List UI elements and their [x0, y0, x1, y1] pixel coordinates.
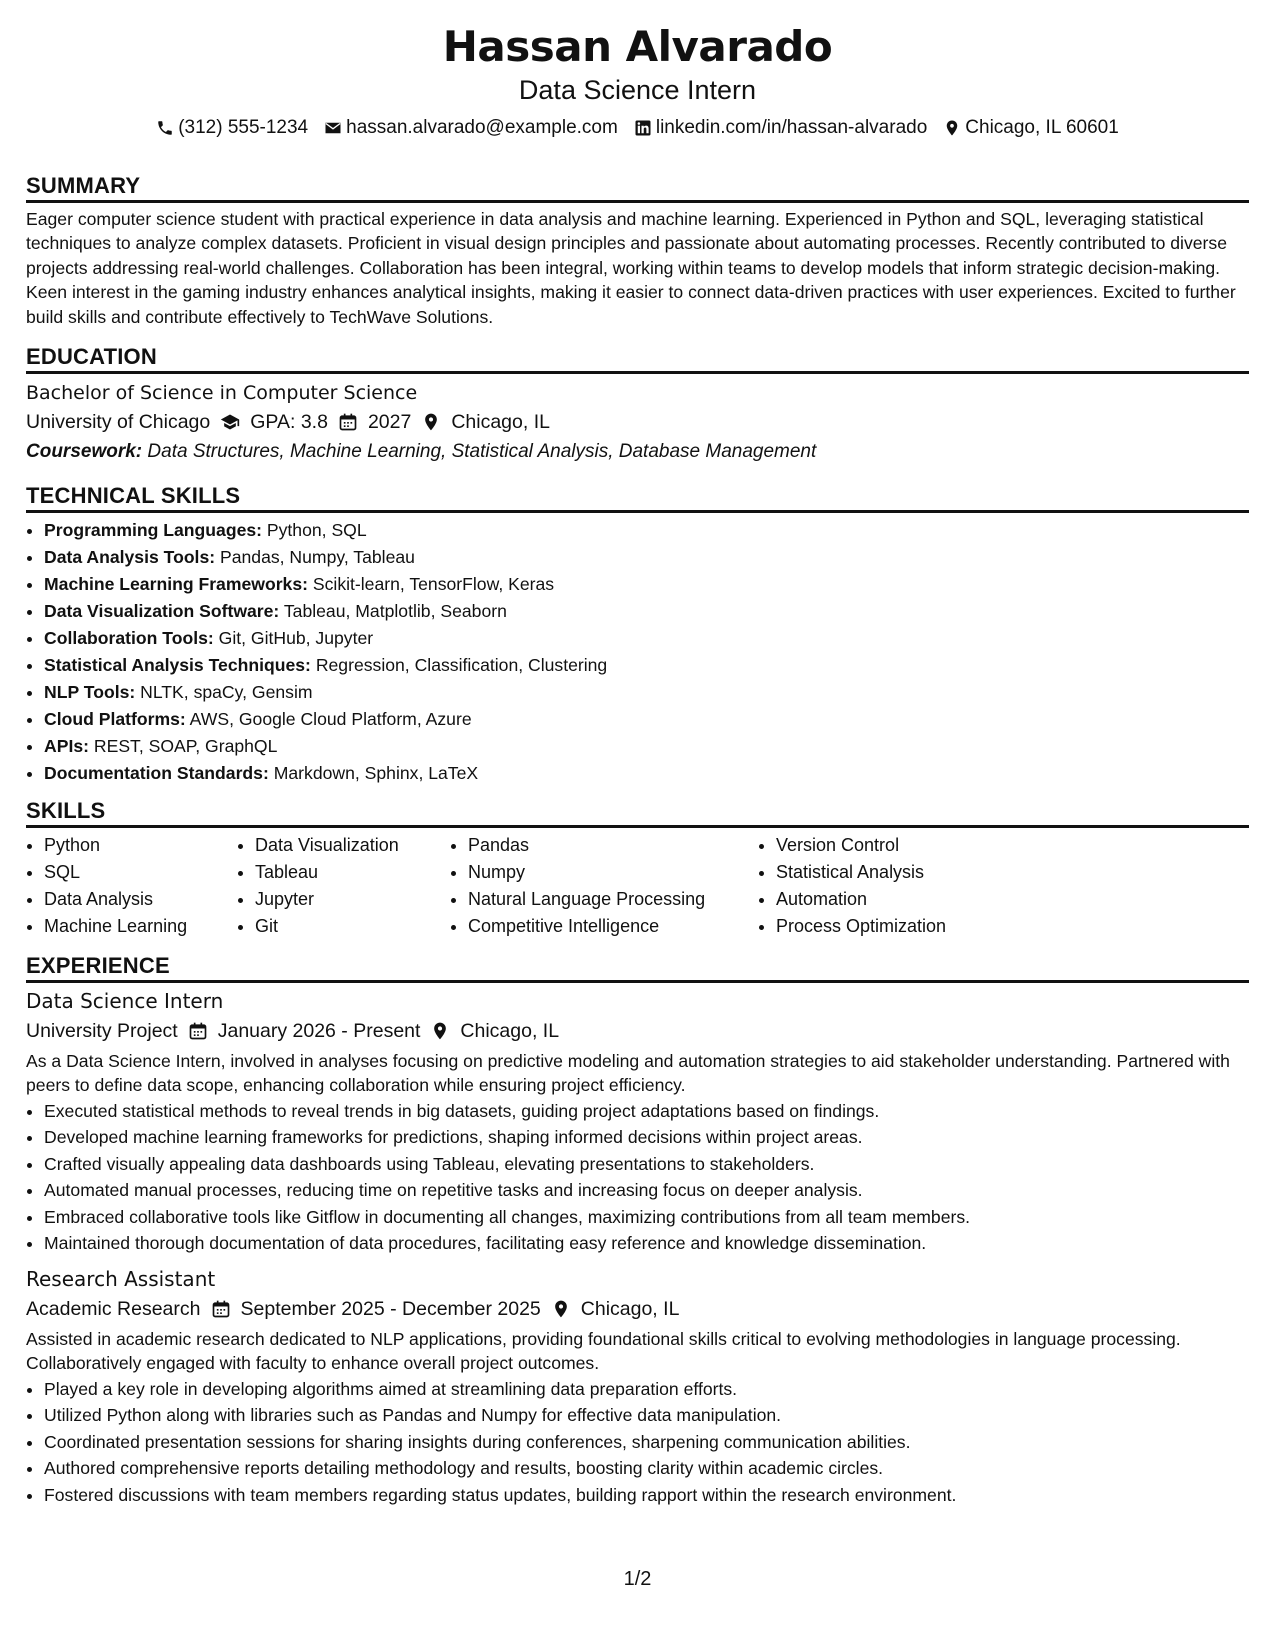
graduation-cap-icon — [220, 412, 240, 432]
email-text: hassan.alvarado@example.com — [346, 117, 618, 138]
skills-column — [758, 832, 1076, 940]
list-item: • Executed statistical methods to reveal trends in big datasets, guiding project adaptations based on findings. — [44, 1098, 1249, 1125]
job-bullets — [26, 1098, 1249, 1257]
location-text: Chicago, IL 60601 — [965, 117, 1119, 138]
linkedin-icon — [634, 119, 652, 137]
job-description: As a Data Science Intern, involved in analyses focusing on predictive modeling and automation strategies to aid stakeholder understanding. Partnered with peers to define data scope, enhancing collaboration while ensuring project efficiency. — [26, 1051, 1230, 1096]
list-item: • Coordinated presentation sessions for sharing insights during conferences, sharpening communication abilities. — [44, 1429, 1249, 1456]
list-item: • Git — [255, 913, 450, 940]
summary-section — [26, 172, 1249, 329]
coursework-list: Data Structures, Machine Learning, Statistical Analysis, Database Management — [147, 441, 817, 463]
education-section — [26, 343, 1249, 466]
list-item: • Natural Language Processing — [468, 886, 758, 913]
skill-value: AWS, Google Cloud Platform, Azure — [189, 709, 472, 730]
job-bullets — [26, 1376, 1249, 1509]
job-location: Chicago, IL — [580, 1297, 680, 1320]
experience-section — [26, 952, 1249, 1508]
list-item: • Fostered discussions with team members regarding status updates, building rapport within the research environment. — [44, 1482, 1249, 1509]
summary-text: Eager computer science student with practical experience in data analysis and machine learning. Experienced in Python and SQL, leveraging statistical techniques to analyze complex datasets. Proficient in visual design principles and passionate about automating processes. Recently contributed to diverse projects addressing real-world challenges. Collaboration has been integral, working within teams to develop models that inform strategic decision-making. Keen interest in the gaming industry enhances analytical insights, making it easier to connect data-driven practices with user experiences. Excited to further build skills and contribute effectively to TechWave Solutions. — [26, 209, 1236, 327]
resume-page — [26, 22, 1249, 1508]
calendar-icon — [188, 1021, 208, 1041]
job-dates: January 2026 - Present — [217, 1020, 421, 1043]
skills-column — [237, 832, 450, 940]
skill-label: Data Analysis Tools: — [44, 547, 216, 568]
job-dates: September 2025 - December 2025 — [240, 1297, 541, 1320]
list-item — [44, 544, 1249, 571]
skill-value: REST, SOAP, GraphQL — [93, 736, 278, 757]
skill-label: Statistical Analysis Techniques: — [44, 655, 311, 676]
contact-email[interactable] — [324, 116, 618, 140]
graduation-year: 2027 — [367, 411, 412, 434]
skill-value: NLTK, spaCy, Gensim — [140, 682, 313, 703]
list-item: • Tableau — [255, 859, 450, 886]
skills-column — [26, 832, 237, 940]
list-item: • Numpy — [468, 859, 758, 886]
list-item — [44, 733, 1249, 760]
skill-label: NLP Tools: — [44, 682, 136, 703]
list-item — [44, 571, 1249, 598]
list-item: • Pandas — [468, 832, 758, 859]
job-org: University Project — [26, 1020, 178, 1043]
job-title: Research Assistant — [26, 1266, 216, 1291]
coursework — [26, 438, 1249, 466]
job-location: Chicago, IL — [460, 1020, 560, 1043]
contact-location — [943, 116, 1119, 140]
skill-value: Pandas, Numpy, Tableau — [219, 547, 415, 568]
list-item — [44, 679, 1249, 706]
list-item: • Version Control — [776, 832, 1076, 859]
section-title: EXPERIENCE — [26, 952, 1249, 983]
page-number: 1/2 — [623, 1568, 652, 1590]
phone-text: (312) 555-1234 — [178, 117, 309, 138]
candidate-name: Hassan Alvarado — [442, 22, 833, 71]
school-location: Chicago, IL — [451, 411, 550, 434]
list-item — [44, 598, 1249, 625]
list-item: • Maintained thorough documentation of data procedures, facilitating easy reference and knowledge dissemination. — [44, 1230, 1249, 1257]
list-item: • Competitive Intelligence — [468, 913, 758, 940]
skill-label: Programming Languages: — [44, 520, 262, 541]
skill-value: Markdown, Sphinx, LaTeX — [273, 763, 479, 784]
job-meta — [26, 1295, 1249, 1323]
job-title: Data Science Intern — [26, 989, 224, 1014]
map-pin-icon — [943, 119, 961, 137]
job-entry — [26, 987, 1249, 1257]
skills-grid — [26, 832, 1249, 940]
list-item — [44, 517, 1249, 544]
list-item: • Process Optimization — [776, 913, 1076, 940]
education-meta — [26, 408, 1249, 436]
skill-label: APIs: — [44, 736, 89, 757]
job-entry — [26, 1265, 1249, 1508]
envelope-icon — [324, 119, 342, 137]
skill-label: Machine Learning Frameworks: — [44, 574, 308, 595]
list-item — [44, 625, 1249, 652]
skills-column — [450, 832, 758, 940]
list-item: • Data Analysis — [44, 886, 237, 913]
skill-value: Git, GitHub, Jupyter — [218, 628, 374, 649]
skill-label: Documentation Standards: — [44, 763, 269, 784]
list-item — [44, 652, 1249, 679]
list-item: • Developed machine learning frameworks for predictions, shaping informed decisions within project areas. — [44, 1124, 1249, 1151]
job-meta — [26, 1017, 1249, 1045]
section-title: SKILLS — [26, 797, 1249, 828]
linkedin-text: linkedin.com/in/hassan-alvarado — [655, 117, 928, 138]
job-description: Assisted in academic research dedicated to NLP applications, providing foundational skills critical to evolving methodologies in language processing. Collaboratively engaged with faculty to enhance overall project outcomes. — [26, 1328, 1181, 1374]
skill-value: Regression, Classification, Clustering — [315, 655, 608, 676]
degree-name: Bachelor of Science in Computer Science — [26, 382, 418, 405]
skill-value: Tableau, Matplotlib, Seaborn — [283, 601, 507, 622]
calendar-icon — [211, 1299, 231, 1319]
list-item: • Statistical Analysis — [776, 859, 1076, 886]
coursework-label: Coursework: — [26, 441, 143, 463]
list-item: • Automated manual processes, reducing time on repetitive tasks and increasing focus on deeper analysis. — [44, 1177, 1249, 1204]
phone-icon — [156, 119, 174, 137]
list-item — [44, 760, 1249, 787]
list-item: • Automation — [776, 886, 1076, 913]
list-item: • Jupyter — [255, 886, 450, 913]
map-pin-icon — [430, 1021, 450, 1041]
list-item: • SQL — [44, 859, 237, 886]
list-item — [44, 706, 1249, 733]
gpa: GPA: 3.8 — [250, 411, 328, 434]
section-title: EDUCATION — [26, 343, 1249, 374]
technical-skills-list — [26, 517, 1249, 787]
list-item: • Machine Learning — [44, 913, 237, 940]
section-title: SUMMARY — [26, 172, 1249, 203]
list-item: • Played a key role in developing algorithms aimed at streamlining data preparation efforts. — [44, 1376, 1249, 1403]
technical-skills-section — [26, 482, 1249, 787]
list-item: • Utilized Python along with libraries such as Pandas and Numpy for effective data manipulation. — [44, 1402, 1249, 1429]
map-pin-icon — [421, 412, 441, 432]
list-item: • Authored comprehensive reports detailing methodology and results, boosting clarity within academic circles. — [44, 1455, 1249, 1482]
skill-label: Collaboration Tools: — [44, 628, 214, 649]
list-item: • Crafted visually appealing data dashboards using Tableau, elevating presentations to stakeholders. — [44, 1151, 1249, 1178]
skill-label: Data Visualization Software: — [44, 601, 280, 622]
job-org: Academic Research — [26, 1297, 201, 1320]
calendar-icon — [338, 412, 358, 432]
map-pin-icon — [551, 1299, 571, 1319]
school-name: University of Chicago — [26, 411, 211, 434]
skill-value: Scikit-learn, TensorFlow, Keras — [312, 574, 555, 595]
resume-header — [26, 22, 1249, 140]
skill-value: Python, SQL — [266, 520, 367, 541]
list-item: • Embraced collaborative tools like Gitflow in documenting all changes, maximizing contributions from all team members. — [44, 1204, 1249, 1231]
skills-section — [26, 797, 1249, 940]
list-item: • Python — [44, 832, 237, 859]
contact-linkedin[interactable] — [634, 116, 927, 140]
skill-label: Cloud Platforms: — [44, 709, 186, 730]
candidate-role: Data Science Intern — [518, 75, 757, 105]
contact-info — [26, 116, 1249, 140]
list-item: • Data Visualization — [255, 832, 450, 859]
section-title: TECHNICAL SKILLS — [26, 482, 1249, 513]
contact-phone[interactable] — [156, 116, 308, 140]
